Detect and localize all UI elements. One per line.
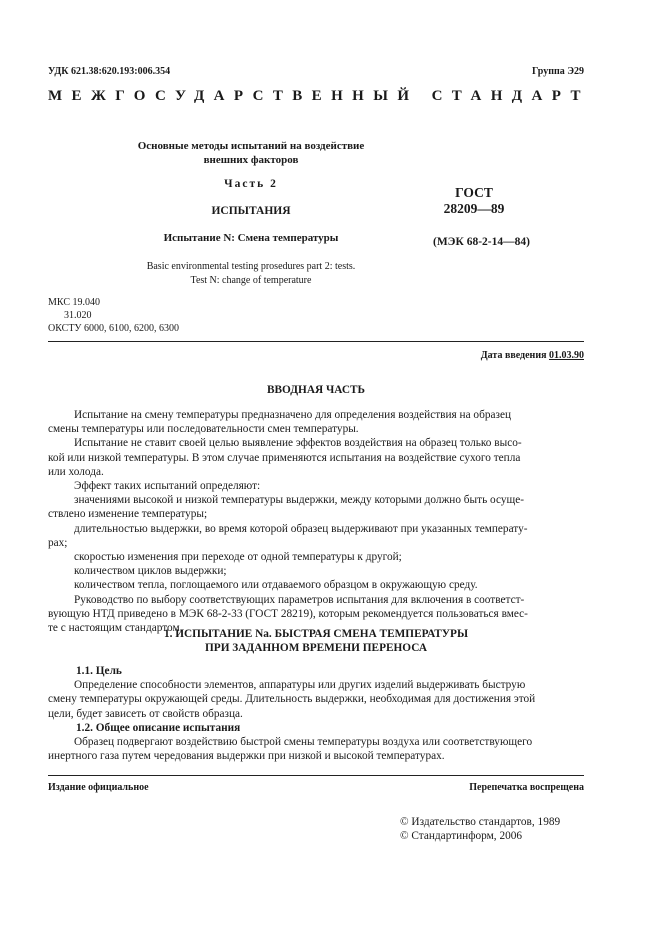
udk-code: УДК 621.38:620.193:006.354: [48, 66, 171, 77]
effective-date: [481, 350, 584, 361]
english-title-line-2: Test N: change of temperature: [190, 275, 312, 286]
intro-p1-line1: Испытание на смену температуры предназначено для определения воздействия на образец: [74, 409, 512, 421]
s11-line3: цели, будет зависеть от свойств образца.: [48, 707, 243, 720]
top-divider: [48, 341, 584, 342]
intro-p9-line3: те с настоящим стандартом.: [48, 622, 183, 635]
iec-reference: (МЭК 68-2-14—84): [433, 236, 530, 248]
bottom-divider: [48, 775, 584, 776]
intro-body: [48, 408, 584, 635]
effective-date-value: 01.03.90: [549, 350, 584, 361]
gost-label: ГОСТ: [455, 185, 493, 200]
title-line-1: Основные методы испытаний на воздействие: [137, 140, 365, 152]
intro-p4-line1: значениями высокой и низкой температуры выдержки, между которыми должно быть осуще-: [74, 494, 524, 507]
intro-p9-line2: вующую НТД приведено в МЭК 68-2-33 (ГОСТ 28219), которым рекомендуется пользоваться вмес-: [48, 607, 528, 620]
s11-line2: смену температуры окружающей среды. Длительность выдержки, необходимая для достижения этой: [48, 693, 536, 706]
okstu-code: ОКСТУ 6000, 6100, 6200, 6300: [48, 323, 180, 334]
s12-line2: инертного газа путем чередования выдержки при низкой и высокой температурах.: [48, 750, 445, 763]
intro-p2-line2: кой или низкой температуры. В этом случае применяются испытания на воздействие сухого тепла: [48, 451, 521, 464]
english-title: [48, 260, 454, 288]
reprint-notice: Перепечатка воспрещена: [469, 782, 584, 793]
intro-p1-line2: смены температуры или последовательности смен температуры.: [48, 423, 359, 436]
part-label: Часть 2: [224, 178, 278, 190]
section1-heading: [48, 627, 584, 655]
document-title: [48, 139, 454, 167]
copyright-1989: © Издательство стандартов, 1989: [400, 816, 561, 828]
standard-banner: МЕЖГОСУДАРСТВЕННЫЙ СТАНДАРТ: [48, 88, 590, 104]
intro-p5-line2: рах;: [48, 536, 68, 549]
intro-p2-line1: Испытание не ставит своей целью выявление эффектов воздействия на образец только высо-: [74, 437, 522, 450]
intro-heading: ВВОДНАЯ ЧАСТЬ: [266, 384, 366, 396]
intro-p5-line1: длительностью выдержки, во время которой образец выдерживают при указанных температу-: [74, 522, 528, 535]
intro-p7: количеством циклов выдержки;: [74, 565, 227, 578]
subsection-1-2-title: 1.2. Общее описание испытания: [76, 721, 241, 734]
title-line-2: внешних факторов: [203, 154, 299, 166]
section1-heading-line1: 1. ИСПЫТАНИЕ Na. БЫСТРАЯ СМЕНА ТЕМПЕРАТУРЫ: [163, 628, 469, 640]
group-code: Группа Э29: [532, 66, 584, 77]
effective-date-label: Дата введения: [480, 350, 547, 361]
s11-line1: Определение способности элементов, аппаратуры или других изделий выдерживать быструю: [74, 679, 526, 692]
mks-code-2: 31.020: [64, 310, 92, 321]
gost-number: 28209—89: [443, 201, 505, 216]
intro-p3: Эффект таких испытаний определяют:: [74, 480, 261, 493]
copyright-2006: © Стандартинформ, 2006: [400, 830, 523, 842]
intro-p4-line2: ствлено изменение температуры;: [48, 508, 208, 521]
mks-code-1: МКС 19.040: [48, 297, 100, 308]
s12-line1: Образец подвергают воздействию быстрой смены температуры воздуха или соответствующего: [74, 736, 533, 749]
english-title-line-1: Basic environmental testing prosedures part 2: tests.: [146, 261, 356, 272]
section1-body: [48, 664, 584, 763]
subsection-1-1-title: 1.1. Цель: [76, 665, 122, 677]
intro-p9-line1: Руководство по выбору соответствующих параметров испытания для включения в соответст-: [74, 593, 525, 606]
test-n-title: Испытание N: Смена температуры: [163, 232, 339, 244]
official-edition: Издание официальное: [48, 782, 149, 793]
gost-designation: [419, 185, 529, 217]
intro-p2-line3: или холода.: [48, 465, 104, 478]
intro-p6: скоростью изменения при переходе от одной температуры к другой;: [74, 551, 402, 564]
intro-p8: количеством тепла, поглощаемого или отдаваемого образцом в окружающую среду.: [74, 579, 478, 592]
tests-heading: ИСПЫТАНИЯ: [211, 205, 291, 217]
section1-heading-line2: ПРИ ЗАДАННОМ ВРЕМЕНИ ПЕРЕНОСА: [205, 642, 427, 654]
